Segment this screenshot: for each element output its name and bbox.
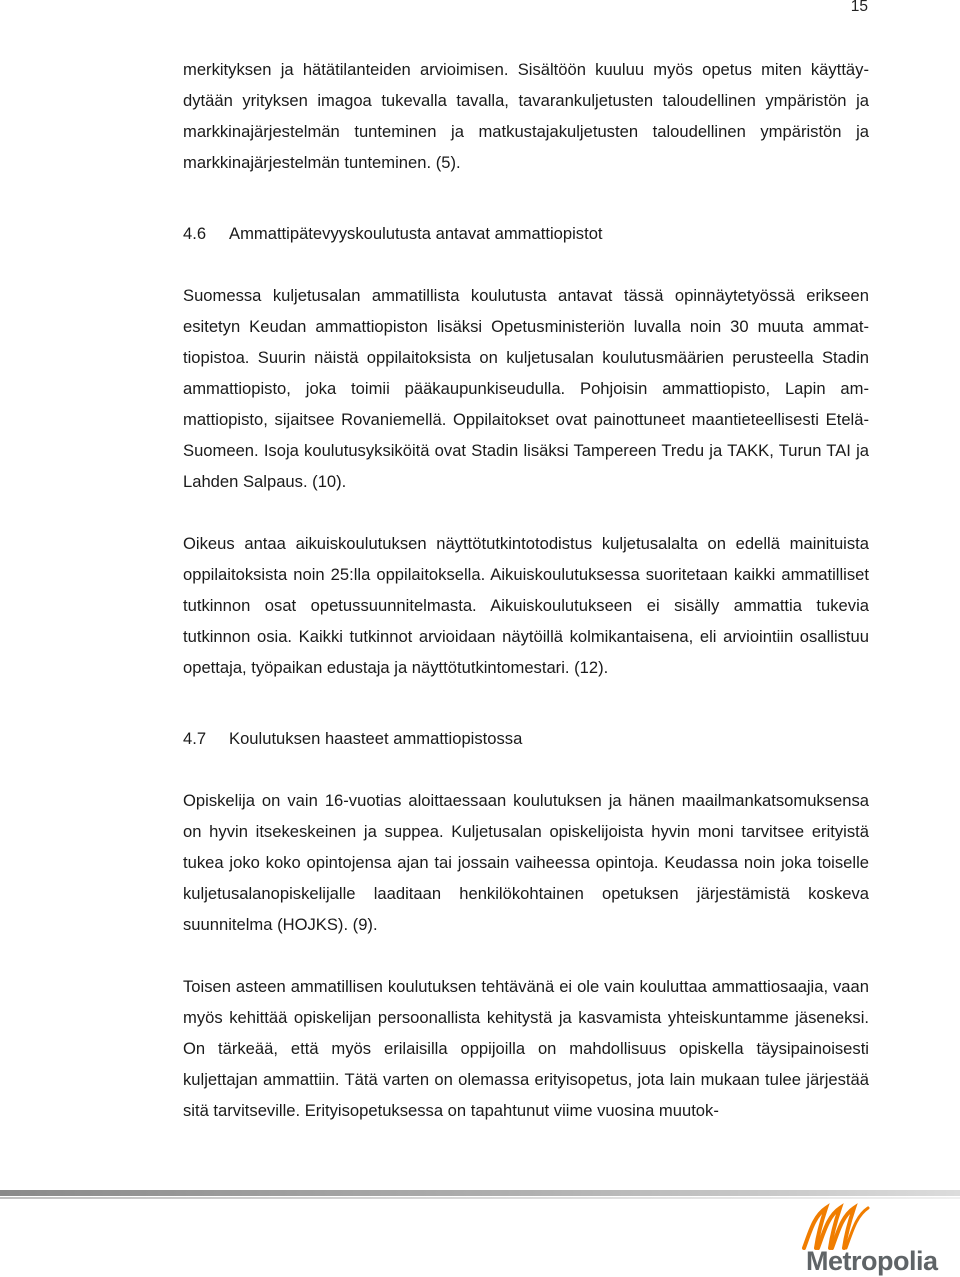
section-heading-4-7 — [183, 723, 869, 754]
paragraph-intro: merkityksen ja hätätilanteiden arvioimisen. Sisältöön kuuluu myös opetus miten käyttäydytään yrityksen imagoa tukevalla tavalla, tavarankuljetusten taloudellinen ympäristön ja markkinajärjestelmän tunteminen ja matkustajakuljetusten taloudellinen ympäristön ja markkinajärjestelmän tunteminen. (5). — [183, 60, 869, 172]
section-title: Ammattipätevyyskoulutusta antavat ammattiopistot — [229, 224, 603, 243]
metropolia-logo-mark-icon — [796, 1202, 956, 1250]
paragraph-adult-education: Oikeus antaa aikuiskoulutuksen näyttötutkintotodistus kuljetusalalta on edellä mainituista oppilaitoksista noin 25:lla oppilaitoksella. Aikuiskoulutuksessa suoritetaan kaikki ammatilliset tutkinnon osat opetussuunnitelmasta. Aikuiskoulutukseen ei sisälly ammattia tukevia tutkinnon osia. Kaikki tutkinnot arvioidaan näytöillä kolmikantaisena, eli arviointiin osallistuu opettaja, työpaikan edustaja ja näyttötutkintomestari. (12). — [183, 534, 869, 677]
paragraph-student-challenges: Opiskelija on vain 16-vuotias aloittaessaan koulutuksen ja hänen maailmankatsomuksensa on hyvin itsekeskeinen ja suppea. Kuljetusalan opiskelijoista hyvin moni tarvitsee erityistä tukea joko koko opintojensa ajan tai jossain vaiheessa opintoja. Keudassa noin joka toiselle kuljetusalanopiskelijalle laaditaan henkilökohtainen opetuksen järjestämistä koskeva suunnitelma (HOJKS). (9). — [183, 791, 869, 934]
page-number: 15 — [850, 0, 868, 15]
footer-rule-thin — [0, 1197, 960, 1199]
section-title: Koulutuksen haasteet ammattiopistossa — [229, 729, 523, 748]
section-number: 4.7 — [183, 729, 207, 748]
document-body — [183, 54, 869, 1126]
section-number: 4.6 — [183, 224, 207, 243]
paragraph-secondary-education: Toisen asteen ammatillisen koulutuksen tehtävänä ei ole vain kouluttaa ammattiosaajia, vaan myös kehittää opiskelijan persoonallista kehitystä ja kasvamista yhteiskuntamme jäseneksi. On tärkeää, että myös erilaisilla oppijoilla on mahdollisuus opiskella täysipainoisesti kuljettajan ammattiin. Tätä varten on olemassa erityisopetus, jota lain mukaan tulee järjestää sitä tarvitseville. Erityisopetuksessa on tapahtunut viime vuosina muutok- — [183, 977, 869, 1120]
metropolia-logo — [796, 1202, 956, 1276]
section-heading-4-6 — [183, 218, 869, 249]
paragraph-vocational-schools: Suomessa kuljetusalan ammatillista koulutusta antavat tässä opinnäytetyössä erikseen esitetyn Keudan ammattiopiston lisäksi Opetusministeriön luvalla noin 30 muuta ammattiopistoa. Suurin näistä oppilaitoksista on kuljetusalan koulutusmäärien perusteella Stadin ammattiopisto, joka toimii pääkaupunkiseudulla. Pohjoisin ammattiopisto, Lapin ammattiopisto, sijaitsee Rovaniemellä. Oppilaitokset ovat painottuneet maantieteellisesti Etelä-Suomeen. Isoja koulutusyksiköitä ovat Stadin lisäksi Tampereen Tredu ja TAKK, Turun TAI ja Lahden Salpaus. (10). — [183, 286, 869, 491]
footer-rule — [0, 1190, 960, 1196]
logo-text: Metropolia — [806, 1246, 938, 1276]
